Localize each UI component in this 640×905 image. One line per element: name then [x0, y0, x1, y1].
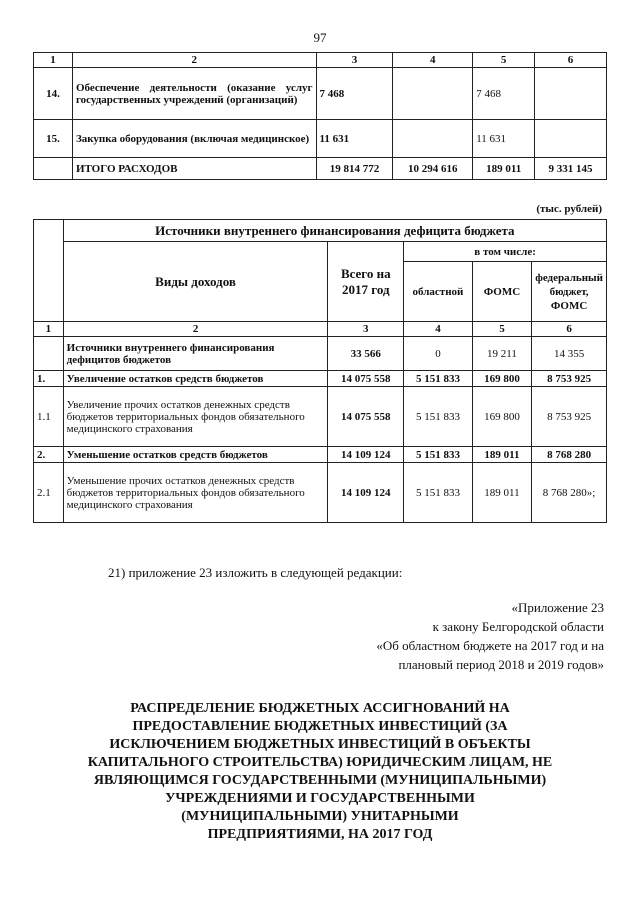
- row-value: 11 631: [473, 120, 535, 158]
- header-cell: 6: [532, 322, 607, 337]
- units-note: (тыс. рублей): [536, 203, 602, 215]
- row-value: 33 566: [328, 337, 404, 371]
- row-number: 14.: [34, 68, 73, 120]
- total-value: 189 011: [473, 158, 535, 180]
- row-value: [535, 68, 607, 120]
- table-row: [34, 447, 607, 463]
- header-cell: 3: [328, 322, 404, 337]
- col-foms-header: ФОМС: [472, 262, 531, 322]
- row-value: 7 468: [316, 68, 393, 120]
- column-number-row: [34, 322, 607, 337]
- row-name: Обеспечение деятельности (оказание услуг государственных учреждений (организаций): [72, 68, 316, 120]
- row-name: Увеличение прочих остатков денежных средств бюджетов территориальных фондов обязательного медицинского страхования: [63, 387, 328, 447]
- row-number: [34, 337, 64, 371]
- row-value: 8 768 280»;: [532, 463, 607, 523]
- row-value: 5 151 833: [404, 371, 473, 387]
- row-value: 169 800: [472, 371, 531, 387]
- col-types-header: Виды доходов: [63, 242, 328, 322]
- total-label: ИТОГО РАСХОДОВ: [72, 158, 316, 180]
- empty-cell: [34, 158, 73, 180]
- deficit-financing-table: [33, 219, 607, 523]
- paragraph-21: 21) приложение 23 изложить в следующей редакции:: [108, 565, 403, 580]
- title-line: РАСПРЕДЕЛЕНИЕ БЮДЖЕТНЫХ АССИГНОВАНИЙ НА: [130, 701, 510, 716]
- appendix-line: «Приложение 23: [511, 600, 604, 615]
- header-cell: 5: [473, 53, 535, 68]
- table-row: [34, 337, 607, 371]
- appendix-line: к закону Белгородской области: [432, 619, 604, 634]
- row-value: 8 753 925: [532, 371, 607, 387]
- row-number: 1.: [34, 371, 64, 387]
- row-number: 2.1: [34, 463, 64, 523]
- row-value: 11 631: [316, 120, 393, 158]
- table-row: [34, 120, 607, 158]
- row-number: 1.1: [34, 387, 64, 447]
- table-title: Источники внутреннего финансирования дефицита бюджета: [63, 220, 606, 242]
- row-value: 8 768 280: [532, 447, 607, 463]
- row-value: 189 011: [472, 463, 531, 523]
- row-name: Источники внутреннего финансирования дефицитов бюджетов: [63, 337, 328, 371]
- col-federal-header: федеральный бюджет, ФОМС: [532, 262, 607, 322]
- appendix-line: плановый период 2018 и 2019 годов»: [398, 657, 604, 672]
- row-value: 14 355: [532, 337, 607, 371]
- row-value: 8 753 925: [532, 387, 607, 447]
- row-value: [393, 120, 473, 158]
- row-name: Увеличение остатков средств бюджетов: [63, 371, 328, 387]
- row-value: 0: [404, 337, 473, 371]
- section-title: [40, 700, 600, 844]
- page-number: 97: [313, 30, 327, 45]
- title-line: УЧРЕЖДЕНИЯМИ И ГОСУДАРСТВЕННЫМИ: [165, 791, 475, 806]
- table-title-row: [34, 220, 607, 242]
- table-header-row: [34, 53, 607, 68]
- title-line: ПРЕДПРИЯТИЯМИ, НА 2017 ГОД: [207, 827, 433, 842]
- empty-cell: [34, 220, 64, 322]
- total-row: [34, 158, 607, 180]
- row-number: 2.: [34, 447, 64, 463]
- table-row: [34, 68, 607, 120]
- header-cell: 6: [535, 53, 607, 68]
- title-line: (МУНИЦИПАЛЬНЫМИ) УНИТАРНЫМИ: [181, 809, 459, 824]
- total-value: 10 294 616: [393, 158, 473, 180]
- header-cell: 4: [404, 322, 473, 337]
- row-number: 15.: [34, 120, 73, 158]
- title-line: ЯВЛЯЮЩИМСЯ ГОСУДАРСТВЕННЫМИ (МУНИЦИПАЛЬНЫМИ): [93, 773, 547, 788]
- row-value: 5 151 833: [404, 387, 473, 447]
- total-value: 9 331 145: [535, 158, 607, 180]
- header-row: [34, 242, 607, 262]
- title-line: КАПИТАЛЬНОГО СТРОИТЕЛЬСТВА) ЮРИДИЧЕСКИМ ЛИЦАМ, НЕ: [87, 755, 553, 770]
- row-value: 7 468: [473, 68, 535, 120]
- header-cell: 4: [393, 53, 473, 68]
- appendix-line: «Об областном бюджете на 2017 год и на: [376, 638, 604, 653]
- table-row: [34, 371, 607, 387]
- header-cell: 3: [316, 53, 393, 68]
- header-cell: 1: [34, 322, 64, 337]
- row-value: [393, 68, 473, 120]
- row-value: 19 211: [472, 337, 531, 371]
- table-row: [34, 387, 607, 447]
- appendix-reference: [244, 598, 604, 674]
- row-value: 5 151 833: [404, 463, 473, 523]
- row-value: 169 800: [472, 387, 531, 447]
- header-cell: 1: [34, 53, 73, 68]
- header-cell: 5: [472, 322, 531, 337]
- row-value: 14 109 124: [328, 447, 404, 463]
- row-value: [535, 120, 607, 158]
- row-name: Уменьшение остатков средств бюджетов: [63, 447, 328, 463]
- expenditures-table: [33, 52, 607, 180]
- row-name: Уменьшение прочих остатков денежных средств бюджетов территориальных фондов обязательного медицинского страхования: [63, 463, 328, 523]
- row-name: Закупка оборудования (включая медицинское): [72, 120, 316, 158]
- total-value: 19 814 772: [316, 158, 393, 180]
- col-regional-header: областной: [404, 262, 473, 322]
- table-row: [34, 463, 607, 523]
- row-value: 14 075 558: [328, 387, 404, 447]
- row-value: 5 151 833: [404, 447, 473, 463]
- header-cell: 2: [63, 322, 328, 337]
- col-including-header: в том числе:: [404, 242, 607, 262]
- header-cell: 2: [72, 53, 316, 68]
- row-value: 14 075 558: [328, 371, 404, 387]
- col-total-header: Всего на 2017 год: [328, 242, 404, 322]
- title-line: ПРЕДОСТАВЛЕНИЕ БЮДЖЕТНЫХ ИНВЕСТИЦИЙ (ЗА: [132, 719, 508, 734]
- title-line: ИСКЛЮЧЕНИЕМ БЮДЖЕТНЫХ ИНВЕСТИЦИЙ В ОБЪЕКТЫ: [109, 737, 531, 752]
- row-value: 189 011: [472, 447, 531, 463]
- row-value: 14 109 124: [328, 463, 404, 523]
